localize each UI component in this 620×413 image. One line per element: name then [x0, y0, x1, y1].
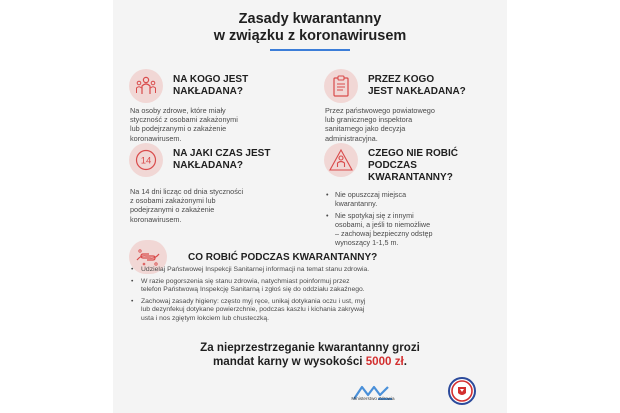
- dont-list-item: [325, 190, 500, 208]
- who-body-line-1: Na osoby zdrowe, które miały: [130, 106, 226, 115]
- do-item-3-line-1: • Zachowaj zasady higieny: często myj ręce, unikaj dotykania oczu i ust, myj: [141, 297, 366, 305]
- fine-warning-prefix: mandat karny w wysokości: [213, 355, 366, 368]
- do-item-2-line-2: telefon Państwową Inspekcję Sanitarną i zgłoś się do oddziału zakaźnego.: [141, 286, 365, 294]
- dont-item-2-line-4: wynoszący 1-1,5 m.: [335, 238, 399, 247]
- dont-item-1-line-2: kwarantanny.: [335, 199, 378, 208]
- clipboard-icon: [324, 69, 358, 103]
- title-underline: [270, 49, 350, 51]
- dont-item-2-line-2: osobami, a jeśli to niemożliwe: [335, 220, 431, 229]
- duration-body: [130, 187, 243, 224]
- dont-heading-line-3: KWARANTANNY?: [368, 172, 453, 183]
- duration-body-line-4: koronawirusem.: [130, 214, 182, 224]
- fine-warning-line-2: [113, 355, 507, 369]
- who-body-line-2: styczność z osobami zakażonymi: [130, 115, 238, 125]
- person-group-icon: [129, 69, 163, 103]
- who-heading-line-1: NA KOGO JEST: [173, 74, 249, 85]
- duration-body-line-3: podejrzanymi o zakażenie: [130, 205, 215, 215]
- ministry-logo-text: Ministerstwo Zdrowia: [351, 396, 395, 401]
- duration-heading: [173, 148, 270, 172]
- ministry-logo-icon: [348, 378, 398, 408]
- title-line-2: w związku z koronawirusem: [213, 28, 407, 44]
- dont-list: [325, 190, 500, 250]
- dont-list-item: [325, 211, 500, 247]
- do-list-item: [129, 266, 493, 275]
- calendar-14-icon-number: 14: [140, 155, 152, 167]
- dont-item-1-line-1: • Nie opuszczaj miejsca: [335, 190, 407, 199]
- sanitary-inspection-logo-icon: [448, 377, 476, 405]
- do-heading: CO ROBIĆ PODCZAS KWARANTANNY?: [188, 252, 378, 263]
- duration-body-line-1: Na 14 dni licząc od dnia styczności: [130, 187, 244, 196]
- fine-warning-suffix: .: [403, 355, 407, 368]
- duration-body-line-2: z osobami zakażonymi lub: [130, 196, 216, 206]
- dont-heading: [368, 148, 458, 184]
- by-whom-body-line-2: lub granicznego inspektora: [325, 115, 413, 125]
- by-whom-heading-line-1: PRZEZ KOGO: [368, 74, 435, 85]
- do-item-1-line-1: • Udzielaj Państwowej Inspekcji Sanitarnej informacji na temat stanu zdrowia.: [141, 266, 370, 273]
- fine-amount: 5000 zł: [365, 355, 404, 368]
- infographic-page: [113, 0, 507, 413]
- who-heading: [173, 74, 248, 98]
- by-whom-body: [325, 106, 435, 143]
- dont-heading-line-1: CZEGO NIE ROBIĆ: [368, 148, 459, 159]
- by-whom-body-line-4: administracyjna.: [325, 133, 378, 143]
- dont-heading-line-2: PODCZAS: [368, 160, 417, 171]
- do-list-item: [129, 298, 493, 324]
- page-title: [113, 11, 507, 45]
- do-item-2-line-1: • W razie pogorszenia się stanu zdrowia, natychmiast poinformuj przez: [141, 277, 350, 285]
- duration-heading-line-1: NA JAKI CZAS JEST: [173, 148, 271, 159]
- do-list: [129, 266, 493, 327]
- do-item-3-line-3: usta i nos zgiętym łokciem lub chusteczką.: [141, 314, 270, 322]
- who-body-line-3: lub podejrzanymi o zakażenie: [130, 124, 227, 134]
- person-warning-icon: [324, 143, 358, 177]
- do-list-item: [129, 278, 493, 295]
- dont-item-2-line-1: • Nie spotykaj się z innymi: [335, 211, 414, 220]
- do-item-3-line-2: lub dezynfekuj dotykane powierzchnie, podczas kaszlu i kichania zakrywaj: [141, 306, 365, 314]
- by-whom-body-line-1: Przez państwowego powiatowego: [325, 106, 435, 115]
- calendar-14-icon: [129, 143, 163, 177]
- who-heading-line-2: NAKŁADANA?: [173, 86, 243, 97]
- who-body: [130, 106, 238, 143]
- by-whom-heading: [368, 74, 466, 98]
- title-line-1: Zasady kwarantanny: [238, 11, 382, 27]
- fine-warning-line-1: Za nieprzestrzeganie kwarantanny grozi: [200, 341, 420, 354]
- who-body-line-4: koronawirusem.: [130, 133, 182, 143]
- by-whom-body-line-3: sanitarnego jako decyzja: [325, 124, 406, 134]
- by-whom-heading-line-2: JEST NAKŁADANA?: [368, 86, 466, 97]
- fine-warning: [113, 341, 507, 369]
- duration-heading-line-2: NAKŁADANA?: [173, 160, 243, 171]
- dont-item-2-line-3: – zachowaj bezpieczny odstęp: [335, 229, 433, 238]
